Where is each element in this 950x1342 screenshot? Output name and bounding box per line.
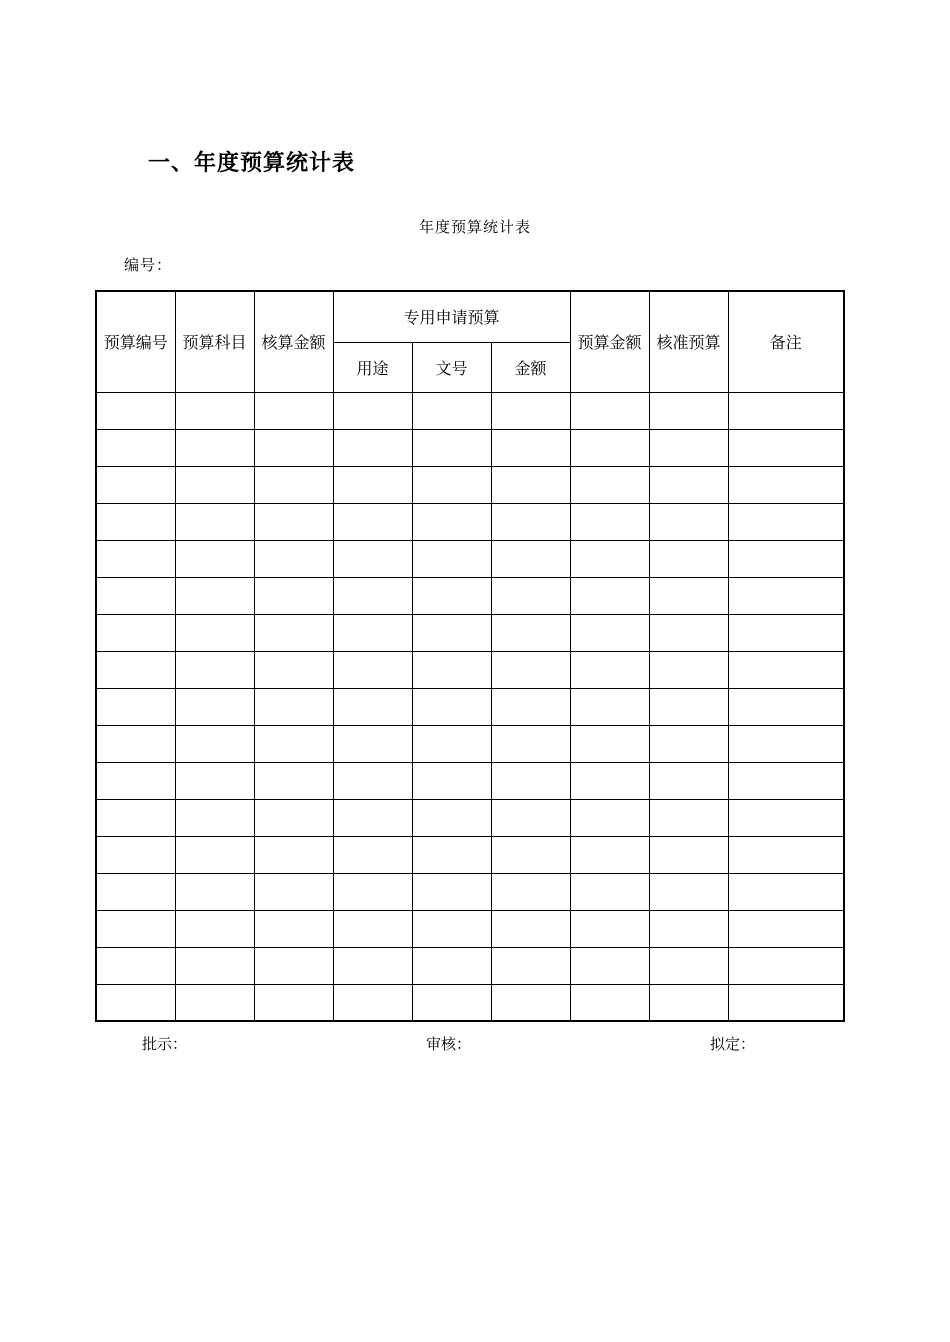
table-row — [96, 947, 844, 984]
table-cell[interactable] — [96, 947, 175, 984]
table-cell[interactable] — [728, 762, 844, 799]
table-cell[interactable] — [491, 799, 570, 836]
table-cell[interactable] — [649, 577, 728, 614]
table-cell[interactable] — [412, 762, 491, 799]
table-cell[interactable] — [333, 429, 412, 466]
table-cell[interactable] — [649, 836, 728, 873]
table-cell[interactable] — [333, 466, 412, 503]
table-cell[interactable] — [728, 873, 844, 910]
table-cell[interactable] — [412, 540, 491, 577]
table-cell[interactable] — [96, 466, 175, 503]
header-row-top — [96, 291, 844, 342]
table-cell[interactable] — [254, 466, 333, 503]
table-cell[interactable] — [254, 725, 333, 762]
table-cell[interactable] — [175, 429, 254, 466]
table-cell[interactable] — [570, 799, 649, 836]
table-cell[interactable] — [96, 651, 175, 688]
table-cell[interactable] — [254, 614, 333, 651]
col-header-approved-budget: 核准预算 — [649, 291, 728, 392]
table-cell[interactable] — [254, 836, 333, 873]
table-cell[interactable] — [96, 688, 175, 725]
table-cell[interactable] — [254, 651, 333, 688]
table-row — [96, 836, 844, 873]
table-cell[interactable] — [491, 614, 570, 651]
table-cell[interactable] — [412, 466, 491, 503]
table-cell[interactable] — [254, 577, 333, 614]
col-header-accounting-amount: 核算金额 — [254, 291, 333, 392]
table-cell[interactable] — [175, 688, 254, 725]
table-cell[interactable] — [412, 836, 491, 873]
table-cell[interactable] — [570, 836, 649, 873]
col-header-purpose: 用途 — [333, 342, 412, 392]
table-cell[interactable] — [175, 503, 254, 540]
table-cell[interactable] — [491, 836, 570, 873]
table-row — [96, 651, 844, 688]
table-cell[interactable] — [728, 984, 844, 1021]
table-cell[interactable] — [412, 651, 491, 688]
col-header-special-group: 专用申请预算 — [333, 291, 570, 342]
table-cell[interactable] — [570, 577, 649, 614]
table-cell[interactable] — [649, 947, 728, 984]
table-cell[interactable] — [649, 466, 728, 503]
table-cell[interactable] — [491, 503, 570, 540]
table-row — [96, 688, 844, 725]
table-cell[interactable] — [254, 688, 333, 725]
table-cell[interactable] — [649, 984, 728, 1021]
table-cell[interactable] — [333, 503, 412, 540]
col-header-budget-no: 预算编号 — [96, 291, 175, 392]
table-row — [96, 540, 844, 577]
table-cell[interactable] — [175, 466, 254, 503]
table-cell[interactable] — [491, 947, 570, 984]
table-cell[interactable] — [412, 873, 491, 910]
table-cell[interactable] — [96, 984, 175, 1021]
table-cell[interactable] — [491, 429, 570, 466]
footer-draft-label: 拟定： — [710, 1035, 756, 1053]
table-cell[interactable] — [333, 910, 412, 947]
table-cell[interactable] — [570, 392, 649, 429]
table-cell[interactable] — [333, 762, 412, 799]
table-cell[interactable] — [491, 984, 570, 1021]
table-cell[interactable] — [649, 392, 728, 429]
table-cell[interactable] — [728, 577, 844, 614]
table-cell[interactable] — [412, 503, 491, 540]
table-cell[interactable] — [96, 725, 175, 762]
table-cell[interactable] — [649, 910, 728, 947]
table-cell[interactable] — [96, 910, 175, 947]
table-row — [96, 725, 844, 762]
table-cell[interactable] — [96, 873, 175, 910]
table-cell[interactable] — [570, 762, 649, 799]
table-cell[interactable] — [96, 429, 175, 466]
table-cell[interactable] — [175, 799, 254, 836]
table-cell[interactable] — [96, 540, 175, 577]
table-row — [96, 984, 844, 1021]
table-row — [96, 762, 844, 799]
table-cell[interactable] — [175, 984, 254, 1021]
budget-statistics-table — [95, 290, 845, 1022]
table-cell[interactable] — [175, 540, 254, 577]
table-cell[interactable] — [175, 614, 254, 651]
table-cell[interactable] — [728, 503, 844, 540]
footer-review-label: 审核： — [426, 1035, 472, 1053]
table-cell[interactable] — [175, 910, 254, 947]
col-header-remarks: 备注 — [728, 291, 844, 392]
table-cell[interactable] — [412, 984, 491, 1021]
table-cell[interactable] — [412, 725, 491, 762]
table-cell[interactable] — [333, 799, 412, 836]
table-cell[interactable] — [96, 392, 175, 429]
table-cell[interactable] — [570, 725, 649, 762]
table-cell[interactable] — [649, 651, 728, 688]
table-cell[interactable] — [649, 762, 728, 799]
table-cell[interactable] — [254, 984, 333, 1021]
table-cell[interactable] — [728, 910, 844, 947]
table-cell[interactable] — [96, 577, 175, 614]
col-header-special-amount: 金额 — [491, 342, 570, 392]
table-row — [96, 614, 844, 651]
col-header-budget-subject: 预算科目 — [175, 291, 254, 392]
col-header-budget-amount: 预算金额 — [570, 291, 649, 392]
table-cell[interactable] — [728, 392, 844, 429]
table-cell[interactable] — [491, 873, 570, 910]
table-cell[interactable] — [333, 651, 412, 688]
table-cell[interactable] — [649, 799, 728, 836]
table-cell[interactable] — [570, 984, 649, 1021]
table-cell[interactable] — [333, 577, 412, 614]
table-cell[interactable] — [491, 725, 570, 762]
table-cell[interactable] — [649, 873, 728, 910]
table-cell[interactable] — [491, 688, 570, 725]
table-row — [96, 873, 844, 910]
table-cell[interactable] — [175, 947, 254, 984]
table-cell[interactable] — [175, 577, 254, 614]
table-cell[interactable] — [333, 540, 412, 577]
table-cell[interactable] — [570, 873, 649, 910]
table-cell[interactable] — [254, 762, 333, 799]
table-body — [96, 392, 844, 1021]
table-row — [96, 503, 844, 540]
table-cell[interactable] — [175, 836, 254, 873]
number-label: 编号： — [124, 256, 173, 274]
table-cell[interactable] — [175, 762, 254, 799]
table-cell[interactable] — [333, 947, 412, 984]
table-row — [96, 392, 844, 429]
table-cell[interactable] — [649, 614, 728, 651]
table-cell[interactable] — [649, 688, 728, 725]
table-cell[interactable] — [728, 429, 844, 466]
table-cell[interactable] — [570, 688, 649, 725]
col-header-doc-no: 文号 — [412, 342, 491, 392]
table-cell[interactable] — [254, 392, 333, 429]
table-cell[interactable] — [728, 947, 844, 984]
table-row — [96, 577, 844, 614]
table-cell[interactable] — [491, 910, 570, 947]
table-cell[interactable] — [412, 577, 491, 614]
table-cell[interactable] — [333, 725, 412, 762]
table-cell[interactable] — [570, 540, 649, 577]
table-cell[interactable] — [649, 725, 728, 762]
table-cell[interactable] — [570, 429, 649, 466]
table-cell[interactable] — [491, 577, 570, 614]
table-cell[interactable] — [96, 503, 175, 540]
table-cell[interactable] — [491, 762, 570, 799]
table-cell[interactable] — [728, 651, 844, 688]
table-cell[interactable] — [412, 429, 491, 466]
table-cell[interactable] — [491, 392, 570, 429]
table-cell[interactable] — [254, 799, 333, 836]
table-cell[interactable] — [570, 466, 649, 503]
table-cell[interactable] — [333, 984, 412, 1021]
table-cell[interactable] — [333, 392, 412, 429]
table-cell[interactable] — [96, 762, 175, 799]
table-caption: 年度预算统计表 — [418, 218, 531, 236]
table-cell[interactable] — [570, 503, 649, 540]
table-cell[interactable] — [175, 725, 254, 762]
table-cell[interactable] — [491, 651, 570, 688]
table-cell[interactable] — [254, 540, 333, 577]
section-heading: 一、年度预算统计表 — [148, 151, 356, 176]
table-cell[interactable] — [412, 910, 491, 947]
table-cell[interactable] — [728, 466, 844, 503]
table-cell[interactable] — [333, 836, 412, 873]
table-cell[interactable] — [728, 836, 844, 873]
table-cell[interactable] — [570, 910, 649, 947]
table-cell[interactable] — [570, 947, 649, 984]
table-cell[interactable] — [728, 688, 844, 725]
table-cell[interactable] — [254, 429, 333, 466]
table-cell[interactable] — [254, 503, 333, 540]
table-cell[interactable] — [175, 873, 254, 910]
table-cell[interactable] — [254, 873, 333, 910]
table-cell[interactable] — [649, 429, 728, 466]
table-cell[interactable] — [333, 688, 412, 725]
table-cell[interactable] — [570, 651, 649, 688]
table-row — [96, 910, 844, 947]
table-cell[interactable] — [333, 873, 412, 910]
table-cell[interactable] — [491, 466, 570, 503]
footer-approval-label: 批示： — [142, 1035, 188, 1053]
table-cell[interactable] — [649, 540, 728, 577]
table-cell[interactable] — [96, 614, 175, 651]
table-cell[interactable] — [254, 947, 333, 984]
table-cell[interactable] — [728, 725, 844, 762]
table-cell[interactable] — [96, 799, 175, 836]
table-cell[interactable] — [728, 540, 844, 577]
table-cell[interactable] — [96, 836, 175, 873]
table-row — [96, 429, 844, 466]
table-cell[interactable] — [175, 651, 254, 688]
table-cell[interactable] — [491, 540, 570, 577]
table-cell[interactable] — [728, 614, 844, 651]
table-cell[interactable] — [412, 947, 491, 984]
table-cell[interactable] — [412, 392, 491, 429]
table-cell[interactable] — [175, 392, 254, 429]
table-cell[interactable] — [412, 614, 491, 651]
table-cell[interactable] — [412, 688, 491, 725]
table-row — [96, 799, 844, 836]
table-cell[interactable] — [412, 799, 491, 836]
table-row — [96, 466, 844, 503]
table-cell[interactable] — [254, 910, 333, 947]
table-cell[interactable] — [728, 799, 844, 836]
table-cell[interactable] — [333, 614, 412, 651]
table-cell[interactable] — [649, 503, 728, 540]
table-cell[interactable] — [570, 614, 649, 651]
